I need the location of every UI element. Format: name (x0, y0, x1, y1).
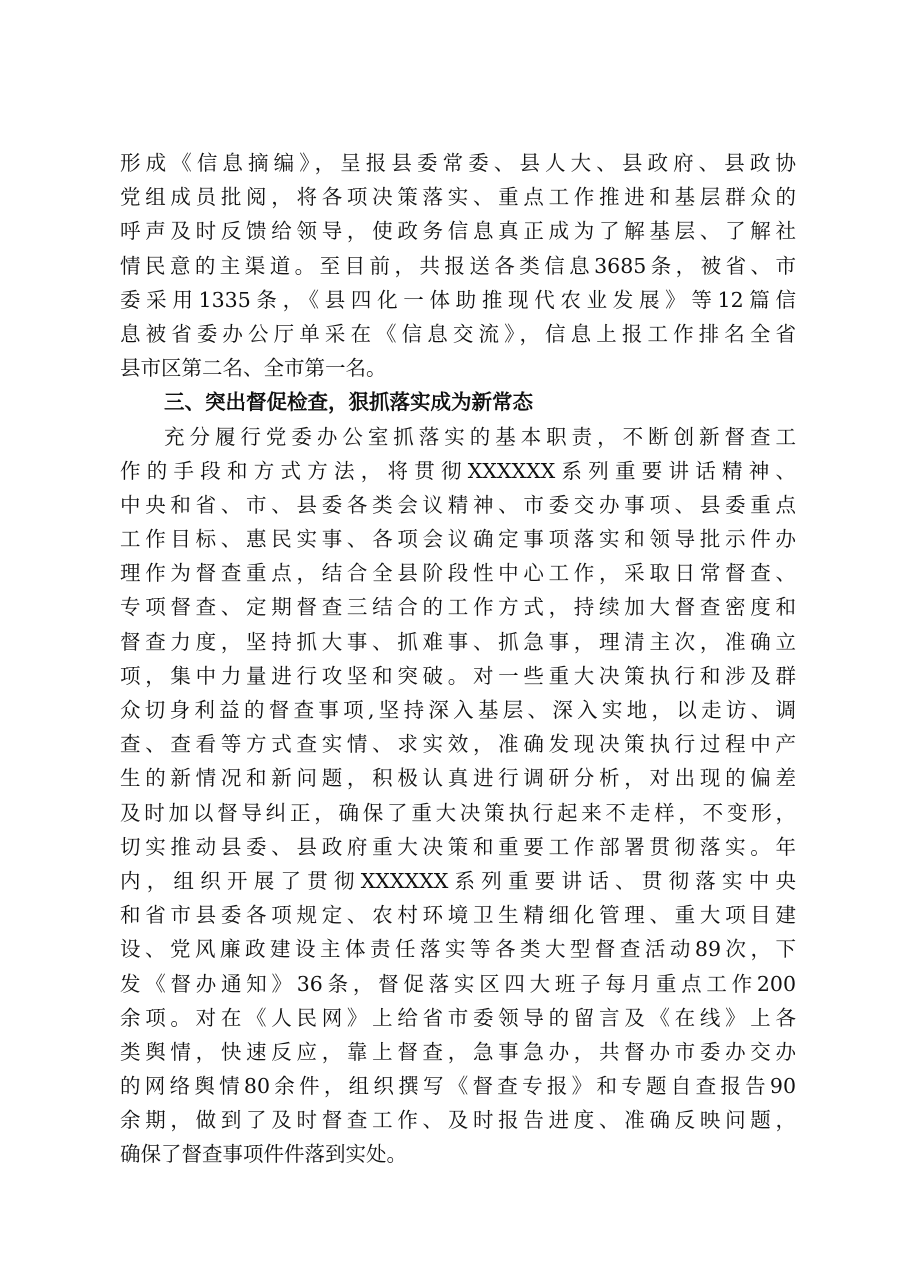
text-line: 确保了督查事项件件落到实处。 (120, 1142, 407, 1167)
paragraph-information-work (120, 146, 796, 385)
text-line: 作的手段和方式方法，将贯彻XXXXXX系列重要讲话精神、 (120, 458, 796, 483)
text-line: 余项。对在《人民网》上给省市委领导的留言及《在线》上各 (120, 1005, 796, 1030)
text-line: 查、查看等方式查实情、求实效，准确发现决策执行过程中产 (120, 732, 796, 757)
text-line: 党组成员批阅，将各项决策落实、重点工作推进和基层群众的 (120, 185, 796, 210)
text-line: 余期，做到了及时督查工作、及时报告进度、准确反映问题， (120, 1108, 796, 1133)
text-line: 切实推动县委、县政府重大决策和重要工作部署贯彻落实。年 (120, 834, 796, 859)
text-line: 发《督办通知》36条，督促落实区四大班子每月重点工作200 (120, 971, 796, 996)
text-line: 形成《信息摘编》，呈报县委常委、县人大、县政府、县政协 (120, 151, 796, 175)
text-line: 县市区第二名、全市第一名。 (120, 356, 387, 381)
text-line: 督查力度，坚持抓大事、抓难事、抓急事，理清主次，准确立 (120, 629, 796, 654)
text-line: 类舆情，快速反应，靠上督查，急事急办，共督办市委办交办 (120, 1039, 796, 1064)
text-line: 和省市县委各项规定、农村环境卫生精细化管理、重大项目建 (120, 903, 796, 928)
text-line: 项，集中力量进行攻坚和突破。对一些重大决策执行和涉及群 (120, 663, 796, 688)
paragraph-supervision (120, 420, 796, 1172)
text-line: 情民意的主渠道。至目前，共报送各类信息3685条，被省、市 (120, 253, 796, 278)
text-line: 委采用1335条，《县四化一体助推现代农业发展》等12篇信 (120, 287, 796, 312)
document-body (120, 146, 796, 1172)
section-heading: 三、突出督促检查，狠抓落实成为新常态 (164, 390, 533, 415)
text-line: 中央和省、市、县委各类会议精神、市委交办事项、县委重点 (120, 492, 796, 517)
text-line: 内，组织开展了贯彻XXXXXX系列重要讲话、贯彻落实中央 (120, 868, 796, 893)
text-line: 息被省委办公厅单采在《信息交流》，信息上报工作排名全省 (120, 321, 796, 346)
text-line: 充分履行党委办公室抓落实的基本职责，不断创新督查工 (164, 424, 796, 449)
text-line: 的网络舆情80余件，组织撰写《督查专报》和专题自查报告90 (120, 1074, 796, 1099)
text-line: 设、党风廉政建设主体责任落实等各类大型督查活动89次，下 (120, 937, 796, 962)
text-line: 工作目标、惠民实事、各项会议确定事项落实和领导批示件办 (120, 527, 796, 552)
text-line: 理作为督查重点，结合全县阶段性中心工作，采取日常督查、 (120, 561, 796, 586)
text-line: 专项督查、定期督查三结合的工作方式，持续加大督查密度和 (120, 595, 796, 620)
text-line: 生的新情况和新问题，积极认真进行调研分析，对出现的偏差 (120, 766, 796, 791)
text-line: 呼声及时反馈给领导，使政务信息真正成为了解基层、了解社 (120, 219, 796, 244)
text-line: 众切身利益的督查事项,坚持深入基层、深入实地，以走访、调 (120, 698, 796, 722)
text-line: 及时加以督导纠正，确保了重大决策执行起来不走样，不变形， (120, 800, 796, 825)
